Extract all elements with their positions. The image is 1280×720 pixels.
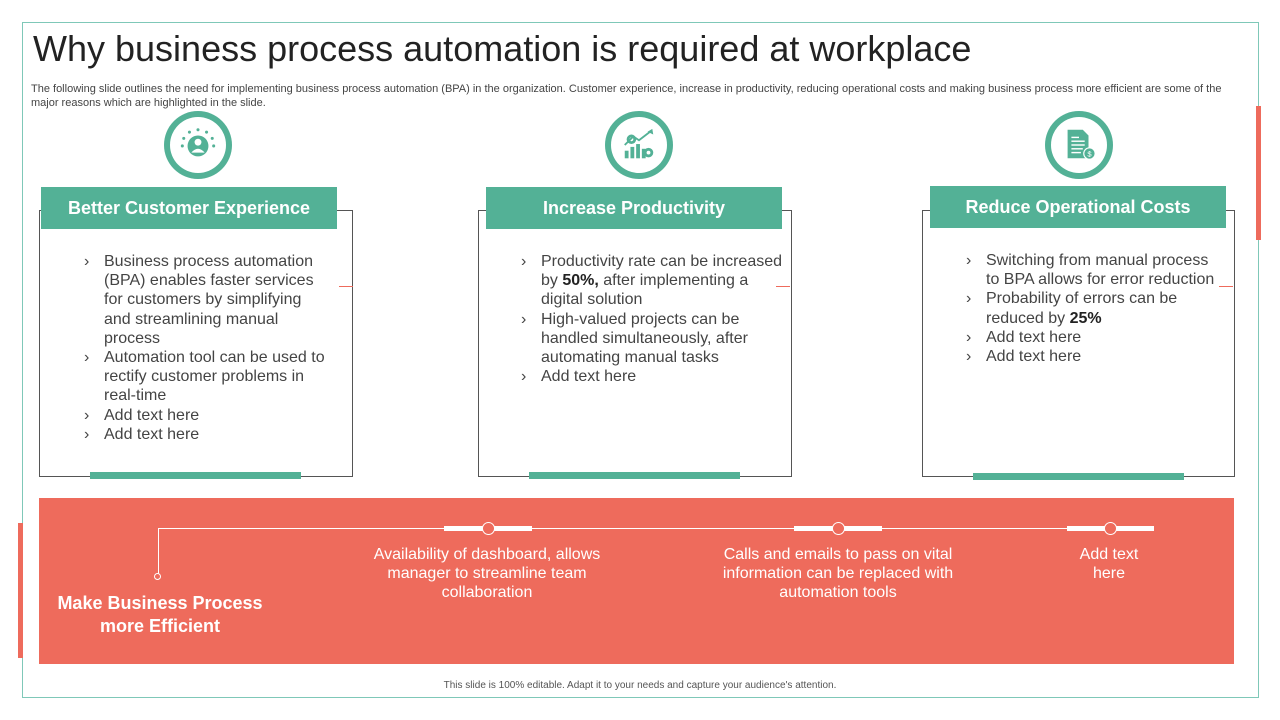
banner-item: Add text here bbox=[1079, 546, 1139, 583]
timeline-node bbox=[1104, 522, 1117, 535]
timeline-connector bbox=[158, 528, 159, 574]
efficiency-banner bbox=[39, 498, 1234, 664]
timeline-line bbox=[158, 528, 1110, 529]
card-footer-bar bbox=[973, 473, 1184, 480]
banner-item: Availability of dashboard, allows manager to streamline team collaboration bbox=[373, 546, 601, 602]
cost-document-icon bbox=[1045, 111, 1113, 179]
banner-title: Make Business Process more Efficient bbox=[57, 593, 263, 636]
list-item: › High-valued projects can be handled simultaneously, after automating manual tasks bbox=[521, 310, 785, 368]
customer-rating-icon bbox=[164, 111, 232, 179]
list-item: › Add text here bbox=[966, 328, 1218, 347]
card-tick bbox=[1219, 286, 1233, 287]
list-item: › Probability of errors can be reduced by 25% bbox=[966, 289, 1218, 327]
list-item: › Add text here bbox=[84, 425, 328, 444]
productivity-growth-icon bbox=[605, 111, 673, 179]
page-title: Why business process automation is required at workplace bbox=[33, 28, 972, 69]
banner-item: Calls and emails to pass on vital information can be replaced with automation tools bbox=[722, 546, 954, 602]
card-bullet-list bbox=[966, 251, 1218, 366]
timeline-node bbox=[832, 522, 845, 535]
card-bullet-list bbox=[521, 252, 785, 386]
timeline-node bbox=[482, 522, 495, 535]
card-tick bbox=[339, 286, 353, 287]
list-item: › Productivity rate can be increased by 50%, after implementing a digital solution bbox=[521, 252, 785, 310]
card-footer-bar bbox=[529, 472, 740, 479]
card-heading: Reduce Operational Costs bbox=[930, 186, 1226, 228]
list-item: › Add text here bbox=[84, 406, 328, 425]
list-item: › Add text here bbox=[521, 367, 785, 386]
left-accent-bar bbox=[18, 523, 23, 658]
svg-text:$: $ bbox=[1087, 149, 1092, 159]
list-item: › Business process automation (BPA) enables faster services for customers by simplifying and streamlining manual process bbox=[84, 252, 328, 348]
page-subtitle: The following slide outlines the need for implementing business process automation (BPA) in the organization. Customer experience, increase in productivity, reducing operational costs and making business process more efficient are some of the major reasons which are highlighted in the slide. bbox=[31, 83, 1222, 109]
list-item: › Switching from manual process to BPA allows for error reduction bbox=[966, 251, 1218, 289]
card-footer-bar bbox=[90, 472, 301, 479]
timeline-start-dot bbox=[154, 573, 161, 580]
list-item: › Automation tool can be used to rectify customer problems in real-time bbox=[84, 348, 328, 406]
card-bullet-list bbox=[84, 252, 328, 444]
footer-note: This slide is 100% editable. Adapt it to your needs and capture your audience's attention. bbox=[443, 680, 837, 691]
card-heading: Better Customer Experience bbox=[41, 187, 337, 229]
list-item: › Add text here bbox=[966, 347, 1218, 366]
card-heading: Increase Productivity bbox=[486, 187, 782, 229]
right-accent-bar bbox=[1256, 106, 1261, 240]
